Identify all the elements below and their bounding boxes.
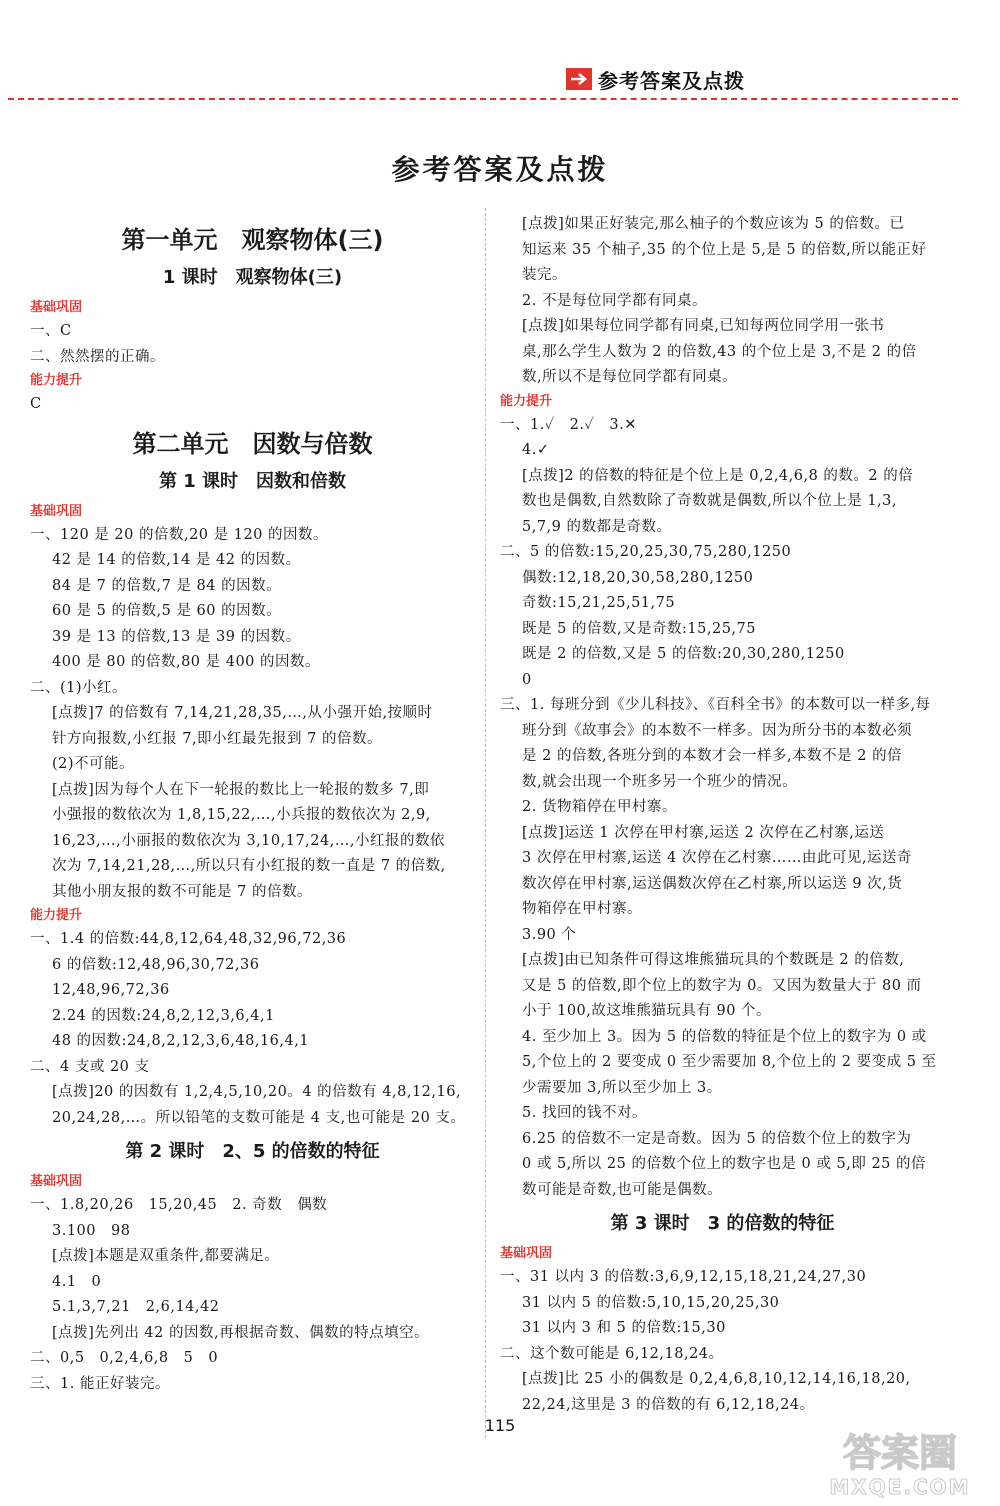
right-column [500, 212, 945, 1418]
answer-line: 84 是 7 的倍数,7 是 84 的因数。 [52, 577, 282, 594]
section-label: 基础巩固 [30, 503, 83, 519]
header-title: 参考答案及点拨 [598, 68, 745, 93]
answer-line: 31 以内 5 的倍数:5,10,15,20,25,30 [522, 1294, 780, 1311]
answer-line: 小强报的数依次为 1,8,15,22,…,小兵报的数依次为 2,9, [52, 807, 431, 823]
answer-line: 12,48,96,72,36 [52, 982, 170, 998]
answer-line: C [30, 396, 42, 412]
answer-line: 2.24 的因数:24,8,2,12,3,6,4,1 [52, 1007, 275, 1024]
answer-line: 装完。 [522, 267, 567, 283]
answer-line: 一、1.4 的倍数:44,8,12,64,48,32,96,72,36 [30, 931, 347, 947]
answer-line: 二、4 支或 20 支 [30, 1058, 150, 1075]
answer-line: [点拨]比 25 小的偶数是 0,2,4,6,8,10,12,14,16,18,20, [522, 1371, 911, 1387]
column-divider [485, 208, 486, 1438]
answer-line: 2. 货物箱停在甲村寨。 [522, 799, 677, 815]
answer-line: 数,所以不是每位同学都有同桌。 [522, 369, 738, 385]
section-label: 基础巩固 [30, 300, 83, 315]
answer-line: 数也是偶数,自然数除了奇数就是偶数,所以个位上是 1,3, [522, 493, 897, 509]
lesson-heading: 第 1 课时 因数和倍数 [158, 470, 347, 492]
answer-line: 3 次停在甲村寨,运送 4 次停在乙村寨……由此可见,运送奇 [522, 850, 912, 866]
answer-line: 二、0,5 0,2,4,6,8 5 0 [30, 1350, 219, 1366]
answer-line: 数可能是奇数,也可能是偶数。 [522, 1181, 723, 1198]
answer-line: 数次停在甲村寨,运送偶数次停在乙村寨,所以运送 9 次,货 [522, 875, 903, 892]
lesson-heading: 第 2 课时 2、5 的倍数的特征 [125, 1141, 380, 1162]
answer-line: [点拨]如果正好装完,那么柚子的个数应该为 5 的倍数。已 [522, 216, 905, 232]
answer-line: 二、5 的倍数:15,20,25,30,75,280,1250 [500, 544, 792, 560]
unit-heading: 第二单元 因数与倍数 [132, 429, 373, 458]
watermark-logo [820, 1420, 980, 1500]
answer-line: [点拨]由已知条件可得这堆熊猫玩具的个数既是 2 的倍数, [522, 952, 905, 968]
answer-line: 42 是 14 的倍数,14 是 42 的因数。 [52, 552, 301, 568]
answer-line: [点拨]2 的倍数的特征是个位上是 0,2,4,6,8 的数。2 的倍 [522, 467, 914, 484]
answer-line: 3.100 98 [52, 1222, 131, 1239]
answer-line: 二、然然摆的正确。 [30, 348, 165, 365]
answer-line: 2. 不是每位同学都有同桌。 [522, 292, 707, 309]
answer-line: 3.90 个 [522, 926, 577, 943]
answer-line: 一、1.8,20,26 15,20,45 2. 奇数 偶数 [30, 1197, 328, 1213]
answer-line: 48 的因数:24,8,2,12,3,6,48,16,4,1 [52, 1033, 310, 1049]
section-label: 能力提升 [30, 908, 83, 923]
answer-line: 偶数:12,18,20,30,58,280,1250 [522, 569, 754, 586]
answer-line: 60 是 5 的倍数,5 是 60 的因数。 [52, 603, 282, 619]
answer-line: 既是 2 的倍数,又是 5 的倍数:20,30,280,1250 [522, 646, 845, 662]
section-label: 能力提升 [500, 393, 553, 409]
section-label: 基础巩固 [30, 1174, 83, 1189]
watermark-url: MXQE.COM [829, 1475, 971, 1499]
page-title: 参考答案及点拨 [391, 153, 609, 186]
answer-line: 5,个位上的 2 要变成 0 至少需要加 8,个位上的 2 要变成 5 至 [522, 1054, 937, 1070]
answer-line: 三、1. 每班分到《少儿科技》、《百科全书》的本数可以一样多,每 [500, 697, 931, 713]
answer-line: 0 或 5,所以 25 的倍数个位上的数字也是 0 或 5,即 25 的倍 [522, 1156, 927, 1172]
answer-line: [点拨]先列出 42 的因数,再根据奇数、偶数的特点填空。 [52, 1324, 430, 1341]
answer-line: 5.1,3,7,21 2,6,14,42 [52, 1299, 220, 1315]
answer-line: 其他小朋友报的数不可能是 7 的倍数。 [52, 883, 312, 900]
answer-line: [点拨]运送 1 次停在甲村寨,运送 2 次停在乙村寨,运送 [522, 824, 885, 841]
answer-line: 5,7,9 的数都是奇数。 [522, 518, 672, 535]
answer-line: [点拨]如果每位同学都有同桌,已知每两位同学用一张书 [522, 318, 885, 334]
answer-line: 物箱停在甲村寨。 [522, 901, 642, 917]
answer-line: 既是 5 的倍数,又是奇数:15,25,75 [522, 620, 757, 637]
running-header [566, 66, 745, 92]
answer-line: 又是 5 的倍数,即个位上的数字为 0。又因为数量大于 80 而 [522, 977, 922, 994]
answer-line: 16,23,…,小丽报的数依次为 3,10,17,24,…,小红报的数依 [52, 832, 445, 849]
answer-line: 二、这个数可能是 6,12,18,24。 [500, 1345, 724, 1362]
page-number: 115 [484, 1416, 516, 1435]
answer-line: (2)不可能。 [52, 756, 135, 772]
lesson-heading: 第 3 课时 3 的倍数的特征 [610, 1213, 835, 1234]
answer-line: 一、1.✓ 2.✓ 3.✕ [500, 416, 637, 433]
answer-line: [点拨]20 的因数有 1,2,4,5,10,20。4 的倍数有 4,8,12,16, [52, 1084, 462, 1100]
answer-line: 22,24,这里是 3 的倍数的有 6,12,18,24。 [522, 1396, 815, 1413]
answer-line: 20,24,28,…。所以铅笔的支数可能是 4 支,也可能是 20 支。 [52, 1109, 466, 1126]
answer-line: [点拨]因为每个人在下一轮报的数比上一轮报的数多 7,即 [52, 781, 430, 798]
answer-line: 桌,那么学生人数为 2 的倍数,43 的个位上是 3,不是 2 的倍 [522, 343, 917, 360]
answer-line: 6 的倍数:12,48,96,30,72,36 [52, 956, 260, 973]
answer-line: 少需要加 3,所以至少加上 3。 [522, 1079, 722, 1096]
arrow-right-icon [566, 68, 592, 90]
answer-line: 是 2 的倍数,各班分到的本数才会一样多,本数不是 2 的倍 [522, 748, 903, 764]
answer-line: 31 以内 3 和 5 的倍数:15,30 [522, 1320, 726, 1336]
answer-line: 0 [522, 671, 532, 688]
answer-line: 一、120 是 20 的倍数,20 是 120 的因数。 [30, 526, 329, 543]
watermark-main: 答案圈 [842, 1431, 958, 1475]
answer-line: 知运来 35 个柚子,35 的个位上是 5,是 5 的倍数,所以能正好 [522, 241, 927, 258]
answer-line: 4.1 0 [52, 1273, 102, 1290]
answer-line: [点拨]本题是双重条件,都要满足。 [52, 1248, 280, 1264]
section-label: 基础巩固 [500, 1246, 553, 1261]
answer-line: 一、C [30, 323, 72, 339]
answer-line: 5. 找回的钱不对。 [522, 1105, 647, 1121]
section-label: 能力提升 [30, 373, 83, 388]
answer-line: 6.25 的倍数不一定是奇数。因为 5 的倍数个位上的数字为 [522, 1130, 912, 1147]
header-divider [8, 98, 958, 100]
answer-line: 班分到《故事会》的本数不一样多。因为所分书的本数必须 [522, 722, 912, 739]
answer-line: 小于 100,故这堆熊猫玩具有 90 个。 [522, 1003, 772, 1019]
answer-line: 次为 7,14,21,28,…,所以只有小红报的数一直是 7 的倍数, [52, 858, 446, 874]
answer-line: 针方向报数,小红报 7,即小红最先报到 7 的倍数。 [52, 730, 382, 747]
answer-line: 一、31 以内 3 的倍数:3,6,9,12,15,18,21,24,27,30 [500, 1269, 867, 1285]
answer-line: 三、1. 能正好装完。 [30, 1375, 170, 1392]
unit-heading: 第一单元 观察物体(三) [121, 226, 384, 254]
lesson-heading: 1 课时 观察物体(三) [162, 267, 343, 288]
answer-line: 二、(1)小红。 [30, 679, 128, 696]
answer-line: 数,就会出现一个班多另一个班少的情况。 [522, 773, 798, 790]
answer-line: 4.✓ [522, 442, 550, 458]
answer-line: [点拨]7 的倍数有 7,14,21,28,35,…,从小强开始,按顺时 [52, 705, 433, 721]
left-column [30, 214, 475, 1397]
answer-line: 4. 至少加上 3。因为 5 的倍数的特征是个位上的数字为 0 或 [522, 1028, 927, 1045]
answer-line: 奇数:15,21,25,51,75 [522, 595, 676, 611]
answer-line: 400 是 80 的倍数,80 是 400 的因数。 [52, 654, 321, 670]
answer-line: 39 是 13 的倍数,13 是 39 的因数。 [52, 628, 301, 645]
